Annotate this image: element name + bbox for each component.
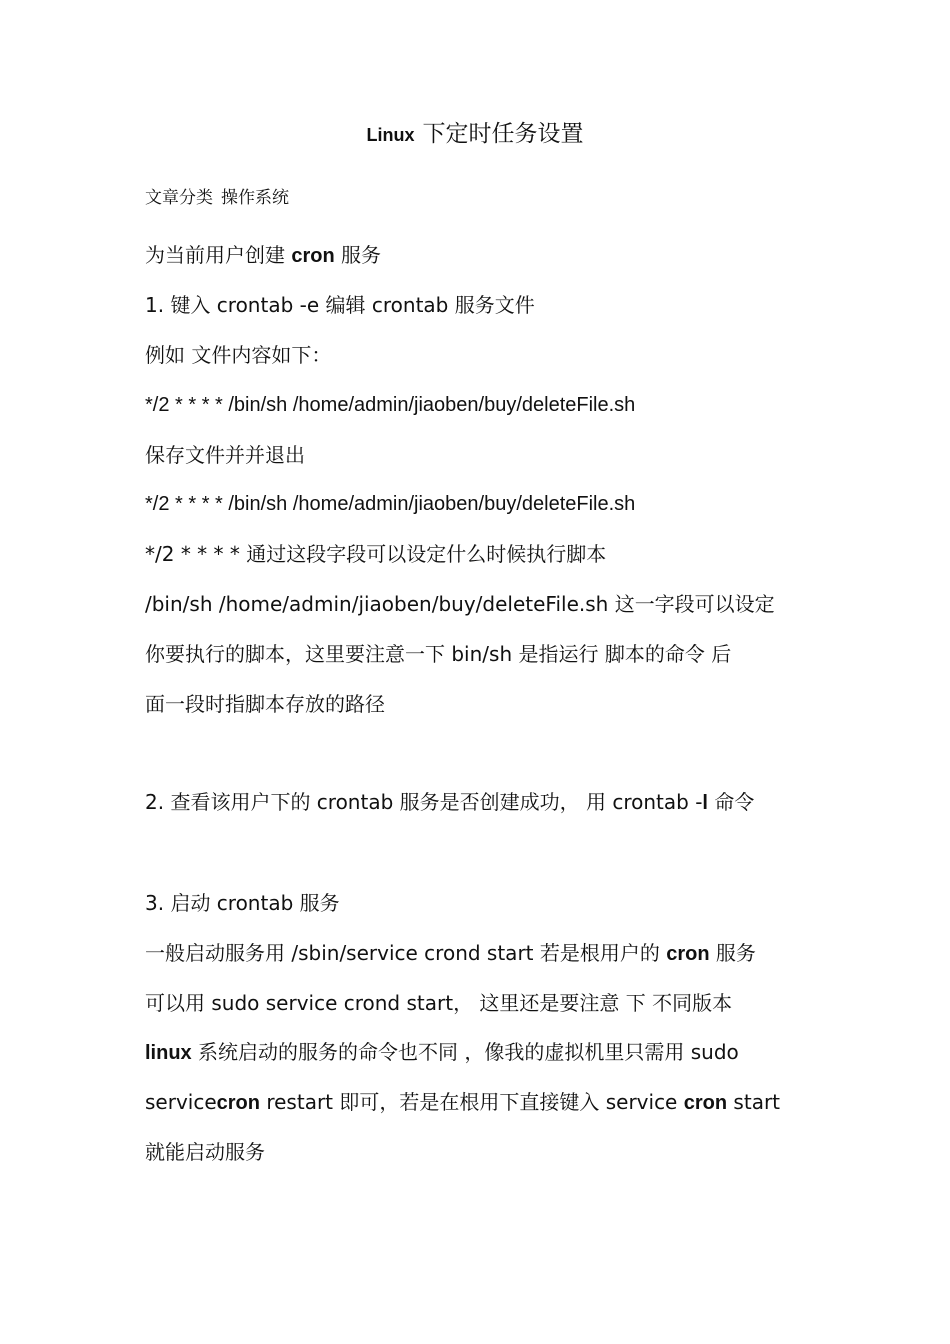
text-run: service <box>145 1090 217 1114</box>
text-run: 服务 <box>334 243 382 267</box>
body-line <box>145 1136 265 1168</box>
body-line <box>145 786 754 819</box>
article-category <box>145 184 289 212</box>
body-line <box>145 289 535 321</box>
bold-term: cron <box>683 1092 728 1114</box>
text-run: 保存文件并并退出 <box>145 443 305 467</box>
body-line <box>145 1086 780 1119</box>
category-value: 操作系统 <box>221 188 289 208</box>
text-run: 一般启动服务用 /sbin/service crond start 若是根用户的 <box>145 941 667 965</box>
text-run: 命令 <box>707 790 755 814</box>
command-line <box>145 488 635 520</box>
text-run: 2. 查看该用户下的 crontab 服务是否创建成功， 用 crontab - <box>145 790 703 814</box>
body-line <box>145 887 340 919</box>
text-run: 面一段时指脚本存放的路径 <box>145 692 385 716</box>
body-line <box>145 937 756 970</box>
body-line <box>145 688 385 720</box>
body-line <box>145 638 731 670</box>
text-run: 为当前用户创建 <box>145 243 292 267</box>
title-latin: Linux <box>366 125 415 145</box>
bold-term: cron <box>666 943 710 965</box>
text-run: 就能启动服务 <box>145 1140 265 1164</box>
body-line <box>145 439 305 471</box>
body-line <box>145 588 775 620</box>
bold-term: cron <box>291 245 335 267</box>
text-run: */2 * * * * /bin/sh /home/admin/jiaoben/buy/deleteFile.sh <box>145 394 636 416</box>
text-run: 1. 键入 crontab -e 编辑 crontab 服务文件 <box>145 293 535 317</box>
body-line <box>145 339 331 371</box>
bold-term: l <box>702 792 708 814</box>
text-run: /bin/sh /home/admin/jiaoben/buy/deleteFile.sh 这一字段可以设定 <box>145 592 775 616</box>
text-run: restart 即可，若是在根用下直接键入 service <box>259 1090 684 1114</box>
bold-term: linux <box>145 1042 192 1064</box>
command-line <box>145 389 635 421</box>
text-run: 系统启动的服务的命令也不同 ，像我的虚拟机里只需用 sudo <box>191 1040 739 1064</box>
title-cjk: 下定时任务设置 <box>422 121 584 147</box>
text-run: start <box>727 1090 781 1114</box>
text-run: 服务 <box>709 941 756 965</box>
bold-term: cron <box>216 1092 260 1114</box>
text-run: */2 * * * * 通过这段字段可以设定什么时候执行脚本 <box>145 542 607 566</box>
category-label: 文章分类 <box>145 188 213 208</box>
text-run: 3. 启动 crontab 服务 <box>145 891 340 915</box>
body-line <box>145 1036 739 1069</box>
body-line <box>145 987 732 1019</box>
text-run: 例如 文件内容如下： <box>145 343 332 367</box>
text-run: 你要执行的脚本，这里要注意一下 bin/sh 是指运行 脚本的命令 后 <box>145 642 732 666</box>
text-run: */2 * * * * /bin/sh /home/admin/jiaoben/buy/deleteFile.sh <box>145 493 636 515</box>
text-run: 可以用 sudo service crond start， 这里还是要注意 下 不同版本 <box>145 991 733 1015</box>
body-line <box>145 538 606 570</box>
body-line <box>145 239 381 272</box>
document-title <box>0 116 950 153</box>
